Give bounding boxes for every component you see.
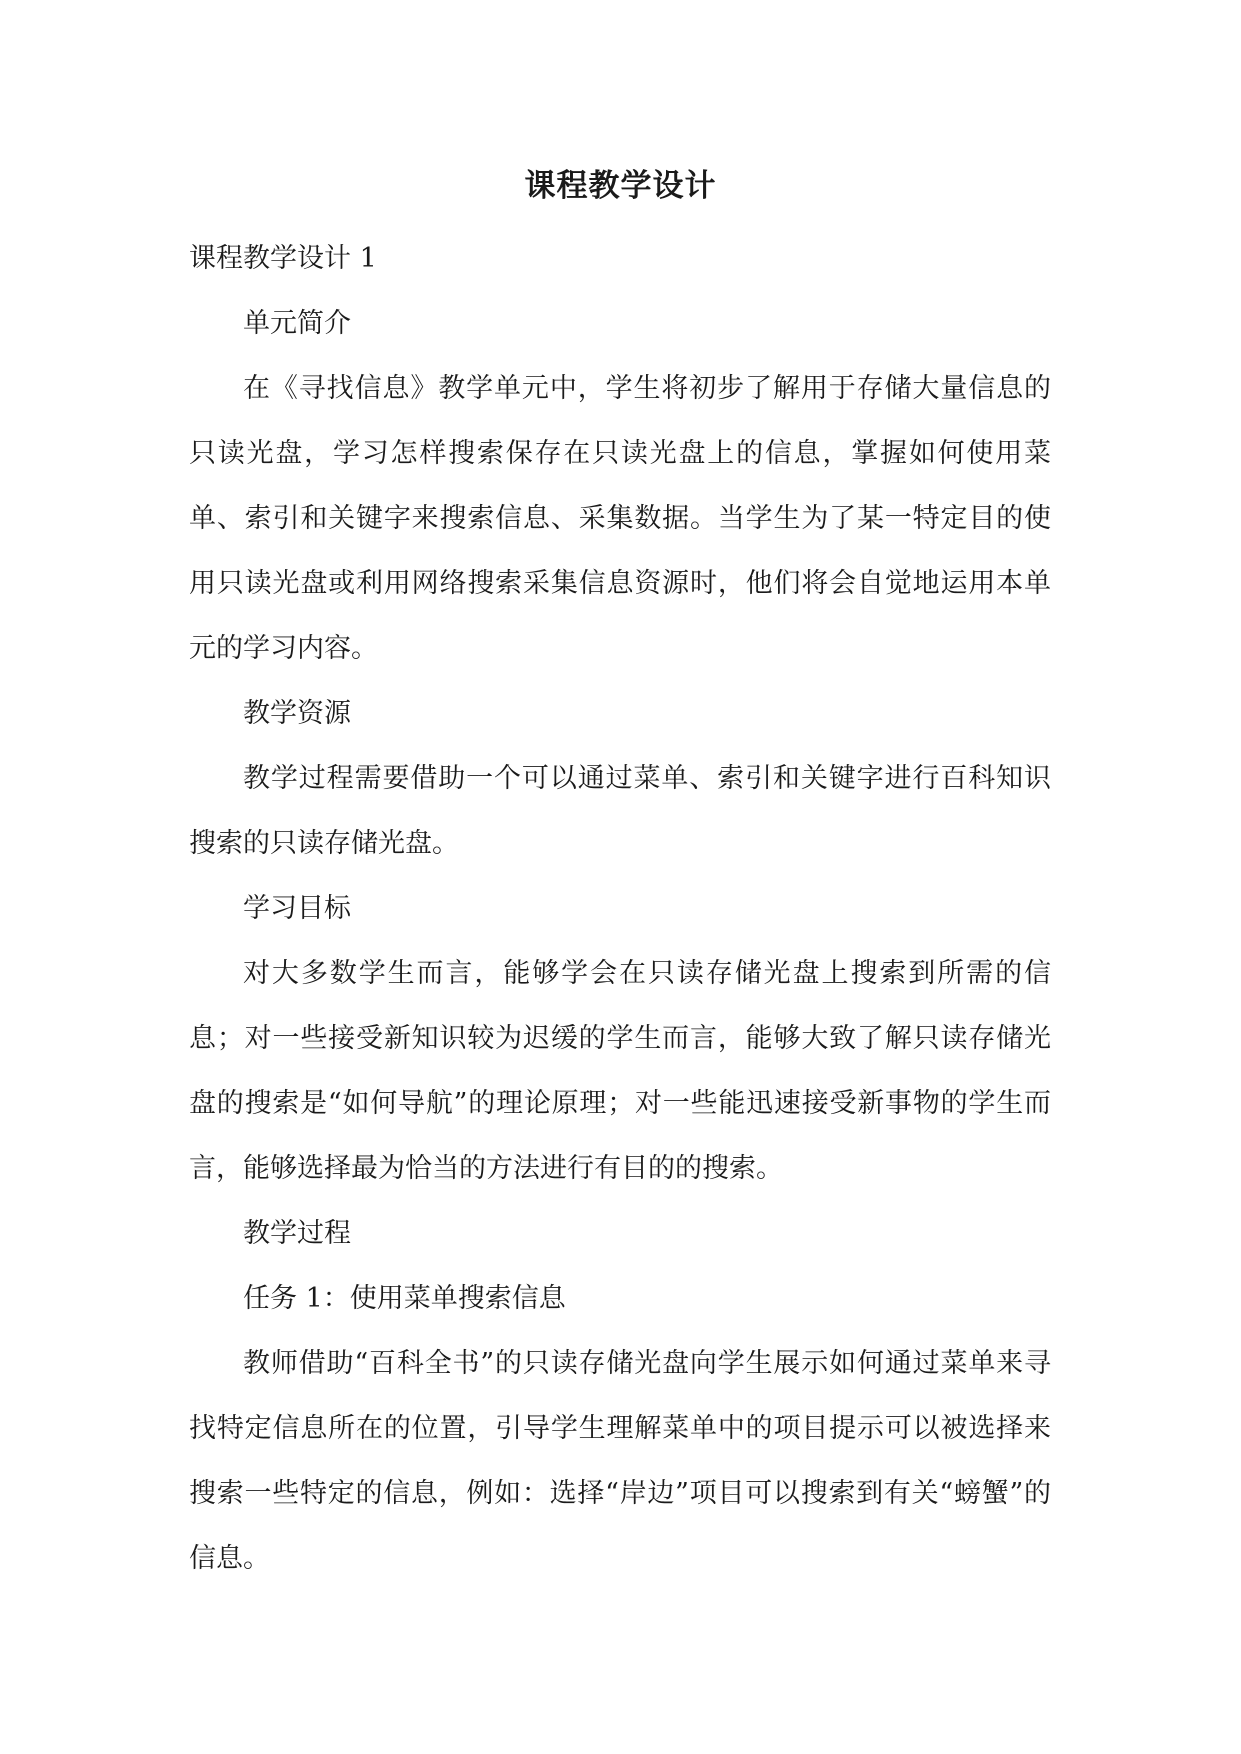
section-heading-process: 教学过程 [243,1218,351,1249]
paragraph-unit-intro: 在《寻找信息》教学单元中，学生将初步了解用于存储大量信息的只读光盘，学习怎样搜索保存在只读光盘上的信息，掌握如何使用菜单、索引和关键字来搜索信息、采集数据。当学生为了某一特定目的使用只读光盘或利用网络搜索采集信息资源时，他们将会自觉地运用本单元的学习内容。 [189,373,1051,664]
task-heading-1: 任务 1：使用菜单搜索信息 [243,1283,566,1314]
section-heading-resources: 教学资源 [243,698,351,729]
document-body [189,226,1051,1591]
paragraph-resources: 教学过程需要借助一个可以通过菜单、索引和关键字进行百科知识搜索的只读存储光盘。 [189,763,1051,859]
document-title: 课程教学设计 [524,168,717,204]
section-heading-objectives: 学习目标 [243,893,351,924]
paragraph-objectives: 对大多数学生而言，能够学会在只读存储光盘上搜索到所需的信息；对一些接受新知识较为迟缓的学生而言，能够大致了解只读存储光盘的搜索是“如何导航”的理论原理；对一些能迅速接受新事物的学生而言，能够选择最为恰当的方法进行有目的的搜索。 [189,958,1051,1184]
paragraph-task-1: 教师借助“百科全书”的只读存储光盘向学生展示如何通过菜单来寻找特定信息所在的位置，引导学生理解菜单中的项目提示可以被选择来搜索一些特定的信息，例如：选择“岸边”项目可以搜索到有关“螃蟹”的信息。 [189,1348,1051,1574]
document-subtitle: 课程教学设计 1 [189,243,377,274]
section-heading-unit-intro: 单元简介 [243,308,351,339]
